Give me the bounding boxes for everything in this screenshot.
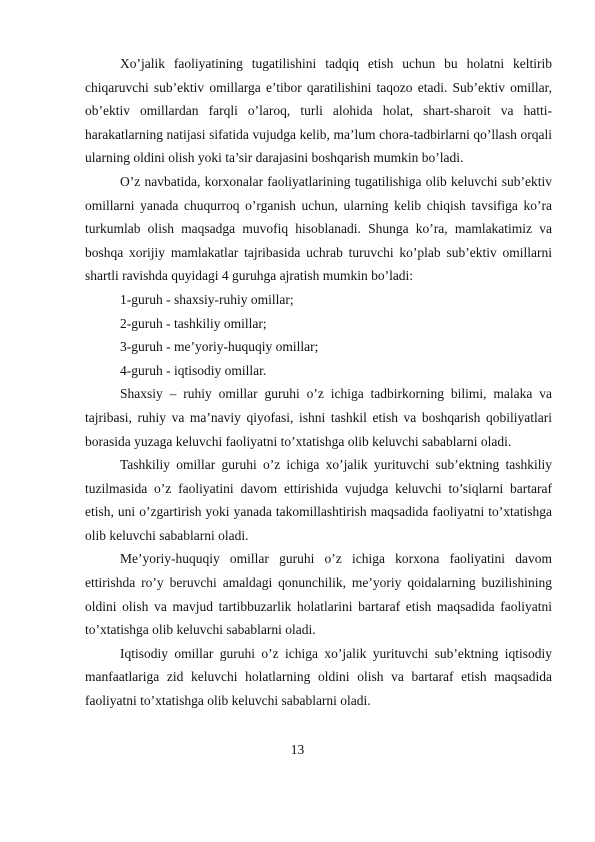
paragraph-subjective-factors-intro: Xo’jalik faoliyatining tugatilishini tadqiq etish uchun bu holatni keltirib chiqaruvchi sub’ektiv omillarga e’tibor qaratilishini taqozo etadi. Sub’ektiv omillar, ob’ektiv omillardan farqli o’laroq, turli alohida holat, shart-sharoit va hatti-harakatlarning natijasi sifatida vujudga kelib, ma’lum chora-tadbirlarni qo’llash orqali ularning oldini olish yoki ta’sir darajasini boshqarish mumkin bo’ladi. <box>85 56 552 166</box>
paragraph-classification-intro: O’z navbatida, korxonalar faoliyatlarining tugatilishiga olib keluvchi sub’ektiv omillarni yanada chuqurroq o’rganish uchun, ularning kelib chiqish tavsifiga ko’ra turkumlab olish maqsadga muvofiq hisoblanadi. Shunga ko’ra, mamlakatimiz va boshqa xorijiy mamlakatlar tajribasida uchrab turuvchi ko’plab sub’ektiv omillarni shartli ravishda quyidagi 4 guruhga ajratish mumkin bo’ladi: <box>85 173 552 284</box>
page-number: 13 <box>290 742 305 757</box>
paragraph-organizational: Tashkiliy omillar guruhi o’z ichiga xo’jalik yurituvchi sub’ektning tashkiliy tuzilmasida o’z faoliyatini davom ettirishida vujudga keluvchi to’siqlarni bartaraf etish, uni o’zgartirish yoki yanada takomillashtirish maqsadida faoliyatni to’xtatishga olib keluvchi sabablarni oladi. <box>85 457 552 543</box>
group-item-economic: 4-guruh - iqtisodiy omillar. <box>120 362 267 378</box>
group-item-regulatory-legal: 3-guruh - me’yoriy-huquqiy omillar; <box>120 339 319 355</box>
page-body <box>85 52 552 713</box>
group-item-organizational: 2-guruh - tashkiliy omillar; <box>120 315 267 331</box>
paragraph-regulatory-legal: Me’yoriy-huquqiy omillar guruhi o’z ichiga korxona faoliyatini davom ettirishda ro’y beruvchi amaldagi qonunchilik, me’yoriy qoidalarning buzilishining oldini olish va mavjud tartibbuzarlik holatlarini bartaraf etish maqsadida faoliyatni to’xtatishga olib keluvchi sabablarni oladi. <box>85 551 552 638</box>
group-item-personal-psychological: 1-guruh - shaxsiy-ruhiy omillar; <box>120 291 294 307</box>
paragraph-economic: Iqtisodiy omillar guruhi o’z ichiga xo’jalik yurituvchi sub’ektning iqtisodiy manfaatlariga zid keluvchi holatlarning oldini olish va bartaraf etish maqsadida faoliyatni to’xtatishga olib keluvchi sabablarni oladi. <box>85 645 552 709</box>
paragraph-personal-psychological: Shaxsiy – ruhiy omillar guruhi o’z ichiga tadbirkorning bilimi, malaka va tajribasi, ruhiy va ma’naviy qiyofasi, ishni tashkil etish va boshqarish qobiliyatlari borasida yuzaga keluvchi faoliyatni to’xtatishga olib keluvchi sabablarni oladi. <box>85 386 552 449</box>
